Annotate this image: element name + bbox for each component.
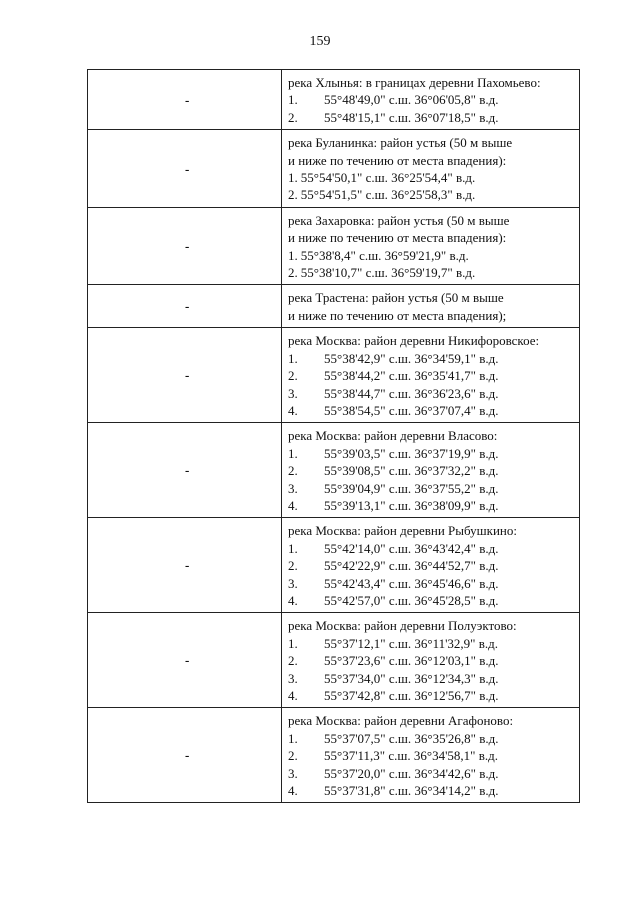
point-number: 1. [288, 350, 298, 366]
coordinate-point [288, 350, 575, 367]
river-title-continued: и ниже по течению от места впадения): [288, 230, 507, 246]
river-title: река Москва: район деревни Агафоново: [288, 713, 514, 729]
point-coordinates: 55°42'57,0" с.ш. 36°45'28,5" в.д. [324, 592, 499, 608]
table-row [88, 518, 580, 613]
point-coordinates: 55°37'31,8" с.ш. 36°34'14,2" в.д. [324, 783, 499, 799]
point-number: 1. [288, 730, 298, 746]
point-coordinates: 55°37'12,1" с.ш. 36°11'32,9" в.д. [324, 635, 498, 651]
dash-marker: - [185, 747, 190, 763]
point-coordinates: 55°37'23,6" с.ш. 36°12'03,1" в.д. [324, 653, 499, 669]
coordinate-point [288, 540, 575, 557]
river-title: река Хлынья: в границах деревни Пахомьево: [288, 75, 541, 90]
river-description-cell [282, 423, 580, 518]
dash-marker: - [185, 92, 190, 108]
river-description-cell [282, 285, 580, 328]
point-coordinates: 55°37'42,8" с.ш. 36°12'56,7" в.д. [324, 688, 499, 703]
coordinate-point [288, 402, 575, 419]
point-coordinates: 55°42'14,0" с.ш. 36°43'42,4" в.д. [324, 540, 499, 556]
river-title: река Москва: район деревни Рыбушкино: [288, 523, 517, 539]
dash-marker: - [185, 462, 190, 478]
point-coordinates: 55°54'50,1" с.ш. 36°25'54,4" в.д. [300, 170, 476, 186]
coordinates-table [87, 69, 580, 803]
point-number: 2. [288, 653, 298, 669]
coordinate-point [288, 747, 575, 764]
point-number: 4. [288, 402, 298, 418]
point-coordinates: 55°39'08,5" с.ш. 36°37'32,2" в.д. [324, 463, 499, 479]
river-description-cell [282, 207, 580, 285]
coordinate-point [288, 385, 575, 402]
point-number: 2. [288, 368, 298, 384]
marker-cell [88, 207, 282, 285]
river-title: река Москва: район деревни Никифоровское: [288, 333, 540, 349]
river-description-cell [282, 70, 580, 130]
dash-marker: - [185, 557, 190, 573]
coordinate-point [288, 687, 575, 704]
marker-cell [88, 423, 282, 518]
coordinate-point [288, 109, 575, 126]
marker-cell [88, 70, 282, 130]
point-number: 2. [288, 463, 298, 479]
coordinate-point [288, 480, 575, 497]
point-coordinates: 55°37'20,0" с.ш. 36°34'42,6" в.д. [324, 765, 499, 781]
coordinate-point [288, 445, 575, 462]
river-title: река Трастена: район устья (50 м выше [288, 290, 504, 306]
coordinate-point [288, 497, 575, 514]
river-description-cell [282, 328, 580, 423]
coordinate-point [288, 765, 575, 782]
point-number: 1. [288, 540, 298, 556]
point-coordinates: 55°38'10,7" с.ш. 36°59'19,7" в.д. [300, 265, 476, 281]
point-coordinates: 55°39'13,1" с.ш. 36°38'09,9" в.д. [324, 497, 499, 513]
table-row [88, 328, 580, 423]
river-title-continued: и ниже по течению от места впадения); [288, 307, 507, 323]
page-number: 159 [309, 34, 331, 49]
point-number: 3. [288, 480, 298, 496]
coordinate-point [288, 670, 575, 687]
marker-cell [88, 328, 282, 423]
point-number: 1. [288, 445, 298, 461]
dash-marker: - [185, 298, 190, 314]
river-description-cell [282, 518, 580, 613]
marker-cell [88, 613, 282, 708]
table-row [88, 708, 580, 803]
point-number: 1. [288, 635, 298, 651]
river-title: река Захаровка: район устья (50 м выше [288, 212, 510, 228]
coordinate-point [288, 186, 575, 203]
point-number: 2. [288, 109, 298, 125]
marker-cell [88, 130, 282, 208]
coordinate-point [288, 462, 575, 479]
point-coordinates: 55°39'03,5" с.ш. 36°37'19,9" в.д. [324, 445, 499, 461]
point-number: 2. [288, 265, 298, 281]
point-coordinates: 55°37'34,0" с.ш. 36°12'34,3" в.д. [324, 670, 499, 686]
river-description-cell [282, 130, 580, 208]
point-coordinates: 55°42'22,9" с.ш. 36°44'52,7" в.д. [324, 558, 499, 574]
point-coordinates: 55°38'42,9" с.ш. 36°34'59,1" в.д. [324, 350, 499, 366]
river-title: река Москва: район деревни Власово: [288, 428, 498, 444]
coordinate-point [288, 730, 575, 747]
table-body [88, 70, 580, 803]
point-number: 2. [288, 187, 298, 203]
point-coordinates: 55°48'49,0" с.ш. 36°06'05,8" в.д. [324, 92, 499, 108]
point-coordinates: 55°38'44,2" с.ш. 36°35'41,7" в.д. [324, 368, 499, 384]
point-number: 1. [288, 247, 298, 263]
river-title-continued: и ниже по течению от места впадения): [288, 152, 507, 168]
coordinate-point [288, 557, 575, 574]
point-number: 3. [288, 385, 298, 401]
dash-marker: - [185, 161, 190, 177]
point-coordinates: 55°39'04,9" с.ш. 36°37'55,2" в.д. [324, 480, 499, 496]
coordinate-point [288, 91, 575, 108]
point-coordinates: 55°38'54,5" с.ш. 36°37'07,4" в.д. [324, 402, 499, 418]
point-number: 2. [288, 558, 298, 574]
point-coordinates: 55°48'15,1" с.ш. 36°07'18,5" в.д. [324, 109, 499, 125]
point-number: 1. [288, 92, 298, 108]
coordinate-point [288, 592, 575, 609]
point-coordinates: 55°37'07,5" с.ш. 36°35'26,8" в.д. [324, 730, 499, 746]
river-description-cell [282, 613, 580, 708]
coordinate-point [288, 652, 575, 669]
dash-marker: - [185, 367, 190, 383]
point-coordinates: 55°38'44,7" с.ш. 36°36'23,6" в.д. [324, 385, 499, 401]
marker-cell [88, 285, 282, 328]
marker-cell [88, 518, 282, 613]
table-row [88, 613, 580, 708]
river-description-cell [282, 708, 580, 803]
point-number: 4. [288, 688, 298, 703]
point-number: 2. [288, 748, 298, 764]
point-number: 3. [288, 765, 298, 781]
river-title: река Москва: район деревни Полуэктово: [288, 618, 517, 634]
table-row [88, 285, 580, 328]
table-row [88, 130, 580, 208]
coordinate-point [288, 635, 575, 652]
dash-marker: - [185, 238, 190, 254]
coordinate-point [288, 367, 575, 384]
coordinate-point [288, 782, 575, 799]
marker-cell [88, 708, 282, 803]
point-coordinates: 55°42'43,4" с.ш. 36°45'46,6" в.д. [324, 575, 499, 591]
dash-marker: - [185, 652, 190, 668]
point-number: 1. [288, 170, 298, 186]
coordinate-point [288, 575, 575, 592]
point-coordinates: 55°37'11,3" с.ш. 36°34'58,1" в.д. [324, 748, 498, 764]
coordinate-point [288, 264, 575, 281]
point-coordinates: 55°38'8,4" с.ш. 36°59'21,9" в.д. [300, 247, 469, 263]
point-number: 4. [288, 592, 298, 608]
river-title: река Буланинка: район устья (50 м выше [288, 135, 513, 151]
table-row [88, 423, 580, 518]
coordinate-point [288, 169, 575, 186]
table-row [88, 70, 580, 130]
point-number: 4. [288, 497, 298, 513]
point-number: 3. [288, 575, 298, 591]
point-coordinates: 55°54'51,5" с.ш. 36°25'58,3" в.д. [300, 187, 476, 203]
point-number: 3. [288, 670, 298, 686]
point-number: 4. [288, 783, 298, 799]
coordinate-point [288, 247, 575, 264]
table-row [88, 207, 580, 285]
